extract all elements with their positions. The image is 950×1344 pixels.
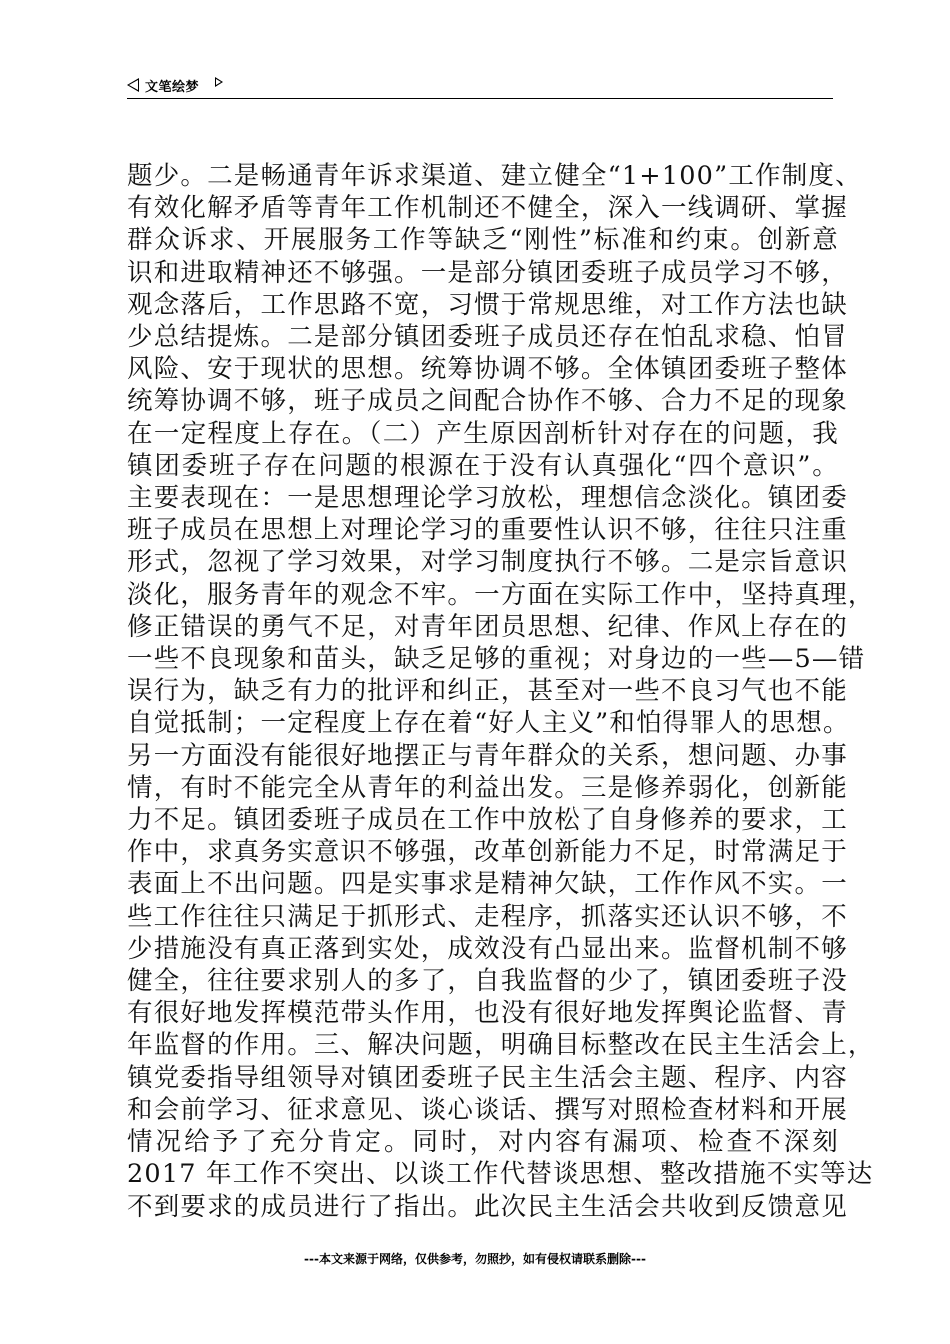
body-line: 统筹协调不够，班子成员之间配合协作不够、合力不足的现象 (127, 386, 848, 417)
body-line: 自觉抵制；一定程度上存在着“好人主义”和怕得罪人的思想。 (127, 708, 850, 739)
body-line: 力不足。镇团委班子成员在工作中放松了自身修养的要求，工 (127, 805, 848, 836)
body-line: 些工作往往只满足于抓形式、走程序，抓落实还认识不够，不 (127, 901, 848, 932)
body-line: 另一方面没有能很好地摆正与青年群众的关系，想问题、办事 (127, 740, 848, 771)
body-line: 镇党委指导组领导对镇团委班子民主生活会主题、程序、内容 (127, 1062, 848, 1093)
body-line: 作中，求真务实意识不够强，改革创新能力不足，时常满足于 (127, 837, 848, 868)
header-brand: 文笔绘梦 (145, 80, 200, 95)
body-line: 主要表现在：一是思想理论学习放松，理想信念淡化。镇团委 (127, 483, 848, 514)
body-line: 健全，往往要求别人的多了，自我监督的少了，镇团委班子没 (127, 966, 848, 997)
body-line: 不到要求的成员进行了指出。此次民主生活会共收到反馈意见 (127, 1191, 848, 1222)
body-line: 在一定程度上存在。（二）产生原因剖析针对存在的问题，我 (127, 418, 839, 449)
body-line: 2017 年工作不突出、以谈工作代替谈思想、整改措施不实等达 (127, 1159, 874, 1190)
body-line: 识和进取精神还不够强。一是部分镇团委班子成员学习不够， (127, 257, 848, 288)
body-line: 群众诉求、开展服务工作等缺乏“刚性”标准和约束。创新意 (127, 225, 839, 256)
body-line: 年监督的作用。三、解决问题，明确目标整改在民主生活会上， (127, 1030, 875, 1061)
body-line: 题少。二是畅通青年诉求渠道、建立健全“1+100”工作制度、 (127, 161, 862, 191)
body-line: 修正错误的勇气不足，对青年团员思想、纪律、作风上存在的 (127, 611, 848, 642)
body-line: 表面上不出问题。四是实事求是精神欠缺，工作作风不实。一 (127, 869, 848, 900)
body-line: 风险、安于现状的思想。统筹协调不够。全体镇团委班子整体 (127, 354, 848, 385)
body-line: 一些不良现象和苗头，缺乏足够的重视；对身边的一些—5—错 (127, 644, 866, 675)
body-line: 情，有时不能完全从青年的利益出发。三是修养弱化，创新能 (127, 772, 848, 803)
document-body (127, 160, 875, 1223)
body-line: 形式，忽视了学习效果，对学习制度执行不够。二是宗旨意识 (127, 547, 848, 578)
right-triangle-icon (215, 77, 223, 87)
left-triangle-icon (127, 78, 139, 92)
page-header (127, 74, 833, 99)
body-line: 班子成员在思想上对理论学习的重要性认识不够，往往只注重 (127, 515, 848, 546)
body-line: 和会前学习、征求意见、谈心谈话、撰写对照检查材料和开展 (127, 1094, 848, 1125)
body-line: 少总结提炼。二是部分镇团委班子成员还存在怕乱求稳、怕冒 (127, 322, 848, 353)
body-line: 淡化，服务青年的观念不牢。一方面在实际工作中，坚持真理， (127, 579, 875, 610)
page-footer: ---本文来源于网络，仅供参考，勿照抄，如有侵权请联系删除--- (304, 1252, 646, 1266)
body-line: 情况给予了充分肯定。同时，对内容有漏项、检查不深刻 (127, 1127, 839, 1158)
body-line: 镇团委班子存在问题的根源在于没有认真强化“四个意识”。 (127, 450, 839, 481)
body-line: 少措施没有真正落到实处，成效没有凸显出来。监督机制不够 (127, 933, 848, 964)
body-line: 误行为，缺乏有力的批评和纠正，甚至对一些不良习气也不能 (127, 676, 848, 707)
body-line: 观念落后，工作思路不宽，习惯于常规思维，对工作方法也缺 (127, 289, 848, 320)
body-line: 有很好地发挥模范带头作用，也没有很好地发挥舆论监督、青 (127, 998, 848, 1029)
body-line: 有效化解矛盾等青年工作机制还不健全，深入一线调研、掌握 (127, 193, 848, 224)
